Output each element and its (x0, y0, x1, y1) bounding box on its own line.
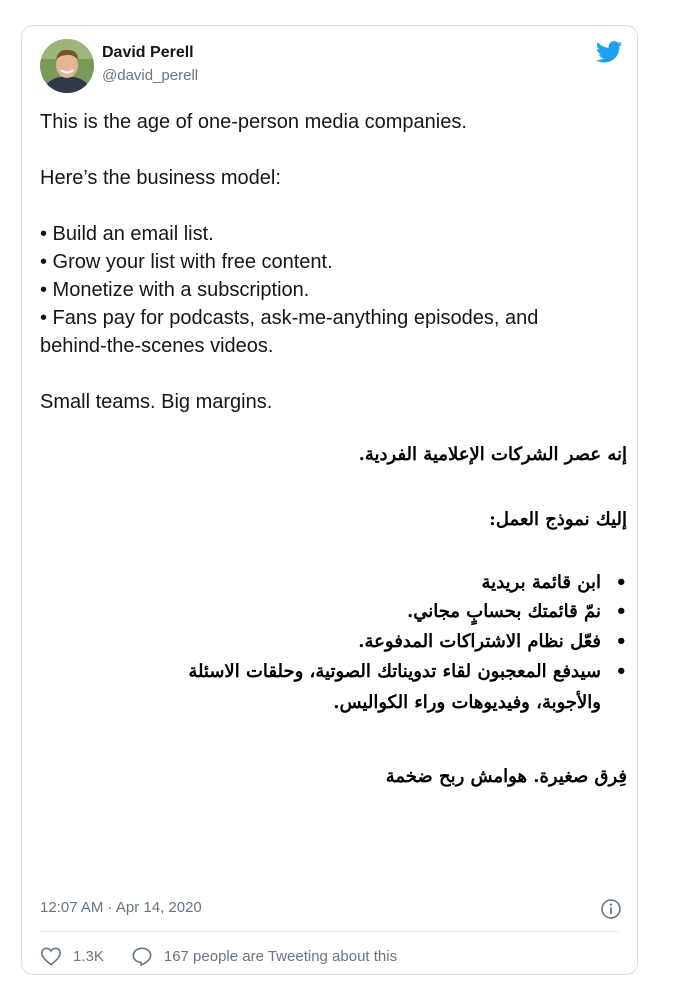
info-icon[interactable] (600, 898, 622, 920)
reply-bubble-icon[interactable] (131, 946, 153, 966)
avatar[interactable] (40, 39, 94, 93)
arabic-line: فِرق صغيرة. هوامش ربح ضخمة (385, 766, 627, 787)
arabic-line: إليك نموذج العمل: (489, 509, 627, 530)
arabic-bullet: • فعّل نظام الاشتراكات المدفوعة. (358, 631, 627, 652)
heart-icon[interactable] (40, 946, 62, 966)
arabic-bullet: • نمّ قائمتك بحسابٍ مجاني. (407, 601, 627, 622)
author-name[interactable]: David Perell (102, 44, 194, 61)
tweet-card (21, 25, 638, 975)
tweet-timestamp[interactable]: 12:07 AM · Apr 14, 2020 (40, 899, 202, 916)
tweet-actions (40, 943, 397, 969)
like-count[interactable]: 1.3K (73, 947, 104, 965)
tweet-bullet-continuation: behind-the-scenes videos. (40, 335, 274, 357)
tweet-bullet: • Grow your list with free content. (40, 251, 333, 273)
arabic-bullet: • ابن قائمة بريدية (482, 572, 627, 593)
tweet-bullet: • Monetize with a subscription. (40, 279, 310, 301)
arabic-bullet-continuation: والأجوبة، وفيديوهات وراء الكواليس. (333, 692, 601, 713)
author-handle[interactable]: @david_perell (102, 67, 199, 84)
arabic-line: إنه عصر الشركات الإعلامية الفردية. (358, 444, 627, 465)
twitter-bird-icon[interactable] (596, 41, 623, 63)
tweet-bullet: • Build an email list. (40, 223, 214, 245)
tweet-paragraph: Here’s the business model: (40, 167, 281, 189)
tweet-paragraph: This is the age of one-person media companies. (40, 111, 467, 133)
divider (40, 931, 619, 932)
arabic-bullet: • سيدفع المعجبون لقاء تدويناتك الصوتية، وحلقات الاسئلة (188, 661, 627, 682)
tweet-bullet: • Fans pay for podcasts, ask-me-anything episodes, and (40, 307, 539, 329)
tweeting-about-link[interactable]: 167 people are Tweeting about this (163, 947, 398, 965)
tweet-paragraph: Small teams. Big margins. (40, 391, 273, 413)
tweet-text (40, 108, 600, 416)
